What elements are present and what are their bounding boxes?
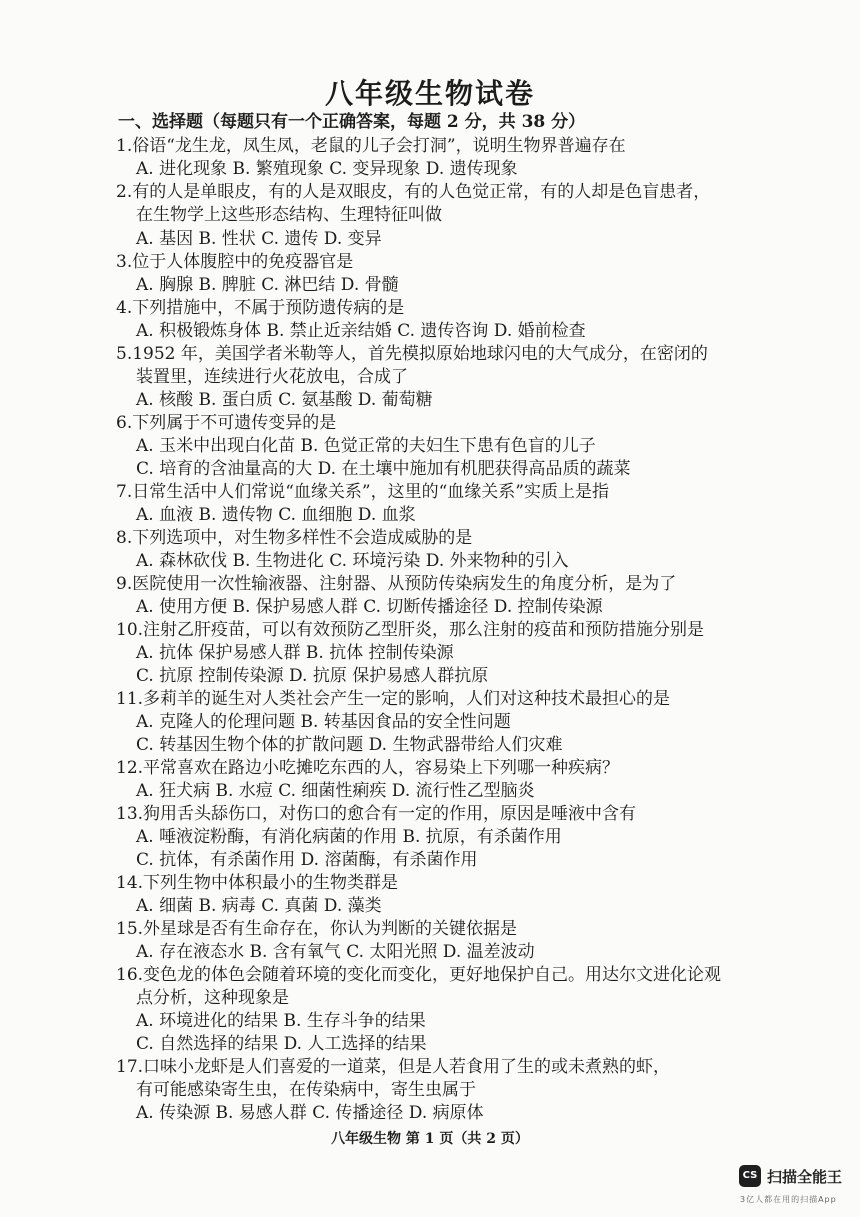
watermark-tagline: 3亿人都在用的扫描App [740, 1195, 837, 1204]
question-10-options-ab: A. 抗体 保护易感人群 B. 抗体 控制传染源 [136, 643, 454, 663]
question-10: 10.注射乙肝疫苗，可以有效预防乙型肝炎，那么注射的疫苗和预防措施分别是 [116, 620, 705, 640]
question-2: 2.有的人是单眼皮，有的人是双眼皮，有的人色觉正常，有的人却是色盲患者， [116, 182, 711, 202]
question-4: 4.下列措施中，不属于预防遗传病的是 [116, 298, 405, 318]
question-14-options: A. 细菌 B. 病毒 C. 真菌 D. 藻类 [136, 896, 382, 916]
exam-title: 八年级生物试卷 [324, 77, 535, 110]
question-16-options-ab: A. 环境进化的结果 B. 生存斗争的结果 [136, 1011, 426, 1031]
question-3-options: A. 胸腺 B. 脾脏 C. 淋巴结 D. 骨髓 [136, 275, 399, 295]
question-6-options-cd: C. 培育的含油量高的大 D. 在土壤中施加有机肥获得高品质的蔬菜 [136, 459, 631, 479]
question-13: 13.狗用舌头舔伤口，对伤口的愈合有一定的作用，原因是唾液中含有 [116, 804, 637, 824]
question-13-options-ab: A. 唾液淀粉酶，有消化病菌的作用 B. 抗原，有杀菌作用 [136, 827, 562, 847]
question-17-options: A. 传染源 B. 易感人群 C. 传播途径 D. 病原体 [136, 1103, 484, 1123]
question-16-options-cd: C. 自然选择的结果 D. 人工选择的结果 [136, 1034, 427, 1054]
question-13-options-cd: C. 抗体，有杀菌作用 D. 溶菌酶，有杀菌作用 [136, 850, 478, 870]
question-1: 1.俗语“龙生龙，凤生凤，老鼠的儿子会打洞”，说明生物界普遍存在 [116, 136, 626, 156]
question-12: 12.平常喜欢在路边小吃摊吃东西的人，容易染上下列哪一种疾病？ [116, 758, 620, 778]
question-5: 5.1952 年，美国学者米勒等人，首先模拟原始地球闪电的大气成分，在密闭的 [116, 344, 708, 364]
question-8-options: A. 森林砍伐 B. 生物进化 C. 环境污染 D. 外来物种的引入 [136, 551, 569, 571]
question-16: 16.变色龙的体色会随着环境的变化而变化，更好地保护自己。用达尔文进化论观 [116, 965, 722, 985]
question-15-options: A. 存在液态水 B. 含有氧气 C. 太阳光照 D. 温差波动 [136, 942, 535, 962]
question-8: 8.下列选项中，对生物多样性不会造成威胁的是 [116, 528, 473, 548]
camscanner-logo-icon: CS [739, 1165, 761, 1187]
question-9: 9.医院使用一次性输液器、注射器、从预防传染病发生的角度分析，是为了 [116, 574, 677, 594]
question-7: 7.日常生活中人们常说“血缘关系”，这里的“血缘关系”实质上是指 [116, 482, 609, 502]
page-footer: 八年级生物 第 1 页（共 2 页） [331, 1131, 529, 1147]
question-2-cont: 在生物学上这些形态结构、生理特征叫做 [136, 205, 442, 225]
question-11: 11.多莉羊的诞生对人类社会产生一定的影响，人们对这种技术最担心的是 [116, 689, 671, 709]
question-9-options: A. 使用方便 B. 保护易感人群 C. 切断传播途径 D. 控制传染源 [136, 597, 603, 617]
question-17: 17.口味小龙虾是人们喜爱的一道菜，但是人若食用了生的或未煮熟的虾， [116, 1057, 671, 1077]
question-3: 3.位于人体腹腔中的免疫器官是 [116, 252, 354, 272]
question-6: 6.下列属于不可遗传变异的是 [116, 413, 337, 433]
question-5-cont: 装置里，连续进行火花放电，合成了 [136, 367, 408, 387]
question-2-options: A. 基因 B. 性状 C. 遗传 D. 变异 [136, 229, 382, 249]
question-15: 15.外星球是否有生命存在，你认为判断的关键依据是 [116, 919, 518, 939]
question-10-options-cd: C. 抗原 控制传染源 D. 抗原 保护易感人群抗原 [136, 666, 489, 686]
question-4-options: A. 积极锻炼身体 B. 禁止近亲结婚 C. 遗传咨询 D. 婚前检查 [136, 321, 586, 341]
question-6-options-ab: A. 玉米中出现白化苗 B. 色觉正常的夫妇生下患有色盲的儿子 [136, 436, 596, 456]
question-1-options: A. 进化现象 B. 繁殖现象 C. 变异现象 D. 遗传现象 [136, 159, 518, 179]
question-11-options-ab: A. 克隆人的伦理问题 B. 转基因食品的安全性问题 [136, 712, 511, 732]
question-5-options: A. 核酸 B. 蛋白质 C. 氨基酸 D. 葡萄糖 [136, 390, 433, 410]
question-12-options: A. 狂犬病 B. 水痘 C. 细菌性痢疾 D. 流行性乙型脑炎 [136, 781, 535, 801]
question-7-options: A. 血液 B. 遗传物 C. 血细胞 D. 血浆 [136, 505, 416, 525]
question-17-cont: 有可能感染寄生虫，在传染病中，寄生虫属于 [136, 1080, 476, 1100]
question-14: 14.下列生物中体积最小的生物类群是 [116, 873, 399, 893]
watermark-name: 扫描全能王 [767, 1168, 843, 1186]
question-11-options-cd: C. 转基因生物个体的扩散问题 D. 生物武器带给人们灾难 [136, 735, 563, 755]
question-16-cont: 点分析，这种现象是 [136, 988, 289, 1008]
section-heading: 一、选择题（每题只有一个正确答案，每题 2 分，共 38 分） [118, 112, 586, 132]
